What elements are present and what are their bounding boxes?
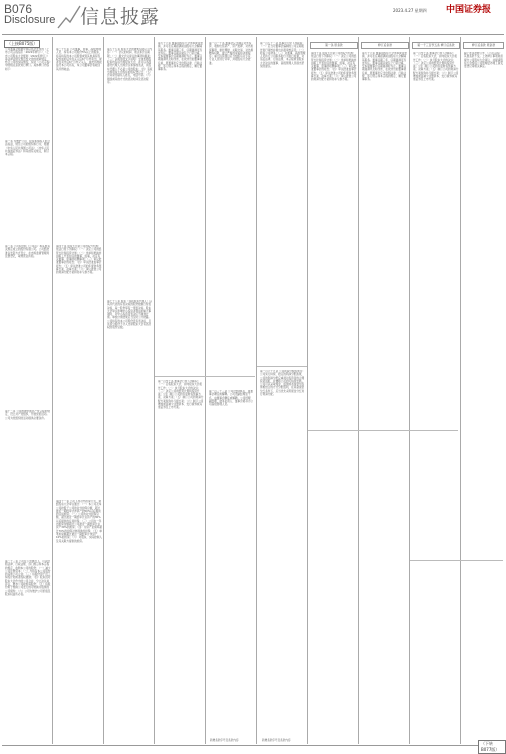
article-text: 第四十条 股东大会是公司的权力机构，依法行使下列职权：（一）决定公司的经营方针和投资计划；（二）选举和更换非由职工代表担任的董事、监事，决定有关董事、监事的报酬事项；（三）审议批准董事会的报告；（四）审议批准监事会报告；（五）审议批准公司的年度财务预算方案、决算方案；（六）审议批准公司的利润分配方案和弥补亏损方案。 bbox=[56, 245, 102, 275]
column-divider bbox=[409, 37, 410, 744]
section-swoosh-icon bbox=[56, 4, 82, 30]
newspaper-logo: 中国证券报 bbox=[446, 5, 492, 15]
masthead bbox=[0, 0, 506, 34]
section-title-en: Disclosure bbox=[4, 14, 56, 26]
column-divider bbox=[154, 37, 155, 744]
article-text: 第十二条 公司根据中国共产党章程的规定，设立共产党组织、开展党的活动。公司为党组织的活动提供必要条件。 bbox=[5, 410, 50, 420]
continued-from-label: （上接B075版） bbox=[4, 40, 40, 48]
article-text: 第一百一十条 董事会应当确定对外投资、收购出售资产、资产抵押、对外担保事项、委托理财、关联交易、对外捐赠等权限，建立严格的审查和决策程序；重大投资项目应当组织有关专家、专业人员进行评审，并报股东大会批准。 bbox=[209, 42, 254, 65]
table-row-rule bbox=[308, 430, 458, 431]
footer-rule bbox=[2, 745, 504, 746]
article-text: 第四十条 股东大会是公司的权力机构，依法行使下列职权：（一）决定公司的经营方针和投资计划；（二）选举和更换非由职工代表担任的董事、监事，决定有关董事、监事的报酬事项；（三）审议批准董事会的报告；（四）审议批准监事会报告；（五）审议批准公司的年度财务预算方案、决算方案；（六）审议批准公司的利润分配方案和弥补亏损方案。 bbox=[311, 52, 357, 82]
article-text: 第九十六条 董事由股东大会选举或者更换，并可在任期届满前由股东大会解除其职务。董事任期三年，任期届满可连选连任。董事任期从就任之日起计算，至本届董事会任期届满时为止。董事任期届满未及时改选，在改选出的董事就任前，原董事仍应当依照法律、行政法规、部门规章和本章程的规定，履行董事职务。 bbox=[362, 52, 407, 82]
table-row-rule bbox=[155, 376, 255, 377]
article-text: 第一百零七条 董事会行使下列职权：（一）召集股东大会，并向股东大会报告工作；（二）执行股东大会的决议；（三）决定公司的经营计划和投资方案；（四）制订公司的年度财务预算方案、决算方案；（五）制订公司的利润分配方案和弥补亏损方案；（六）制订公司增加或者减少注册资本、发行债券或其他证券及上市方案。 bbox=[413, 52, 459, 82]
page-number: B076 bbox=[4, 2, 33, 16]
table-row-rule bbox=[257, 366, 307, 367]
table-caption: 新增条款序号及条款内容 bbox=[262, 739, 291, 742]
article-text: 第一百六十九条 公司利润分配政策为：公司实行持续、稳定的利润分配政策，公司的利润分配应重视对投资者的合理投资回报，并兼顾公司的可持续发展。公司可以采取现金、股票或者现金与股票相结合的方式分配股利，在具备现金分红条件下，应当优先采用现金分红进行利润分配。 bbox=[260, 370, 305, 397]
column-divider bbox=[205, 37, 206, 744]
article-text: 公司董事会根据中国证监会发布的《上市公司章程指引（2022年修订）》、《上市公司股东大会规则（2022年修订）》等法律法规及规范性文件的最新规定，结合公司的实际情况，拟对《公司章程》中的相关条款进行修订。具体修订内容如下： bbox=[5, 48, 51, 71]
table-caption: 新增条款序号及条款内容 bbox=[210, 739, 239, 742]
issue-date: 2023.4.27 星期四 bbox=[393, 8, 427, 13]
article-text: 第四十一条 公司下列对外担保行为，须经股东大会审议通过：（一）本公司及本公司控股子公司的对外担保总额，超过最近一期经审计净资产的50%以后提供的任何担保；（二）公司的对外担保总额，超过最近一期经审计总资产的30%以后提供的任何担保；（三）公司在一年内担保金额超过公司最近一期经审计总资产30%的担保；（四）为资产负债率超过70%的担保对象提供的担保；（五）单笔担保额超过最近一期经审计净资产10%的担保；（六）对股东、实际控制人及其关联方提供的担保。 bbox=[56, 500, 102, 543]
article-text: 第一百三十三条 公司设经理1名，由董事会聘任或解聘。公司设副经理若干名，由董事会聘任或解聘。公司经理、副经理、财务负责人、董事会秘书为公司高级管理人员。 bbox=[209, 390, 254, 407]
article-text: 第一条 为维护公司、股东和债权人的合法权益，规范公司的组织和行为，根据《中华人民共和国公司法》、《中华人民共和国证券法》和其他有关规定，制订本章程。 bbox=[5, 140, 50, 157]
column-divider bbox=[460, 37, 461, 744]
column-divider bbox=[52, 37, 53, 744]
table-column-header: 第一条 原条款 bbox=[310, 42, 358, 49]
column-divider bbox=[358, 37, 359, 744]
header-rule bbox=[2, 34, 504, 35]
column-divider bbox=[103, 37, 104, 744]
article-text: 第五十五条 股东大会的通知包括以下内容：（一）会议的时间、地点和会议期限；（二）提交会议审议的事项和提案；（三）以明显的文字说明：全体普通股股东均有权出席股东大会，并可以书面委托代理人出席会议和参加表决，该股东代理人不必是公司的股东；（四）有权出席股东大会股东的股权登记日；（五）会务常设联系人姓名，电话号码；（六）网络或其他方式的表决时间及表决程序。 bbox=[107, 48, 153, 84]
table-column-header: 第一千三百零五条 修订后条款 bbox=[412, 42, 460, 49]
article-text: 第九十六条 董事由股东大会选举或者更换，并可在任期届满前由股东大会解除其职务。董事任期三年，任期届满可连选连任。董事任期从就任之日起计算，至本届董事会任期届满时为止。董事任期届满未及时改选，在改选出的董事就任前，原董事仍应当依照法律、行政法规、部门规章和本章程的规定，履行董事职务。 bbox=[158, 42, 203, 72]
article-text: 第二十三条 公司在下列情况下，可以依照法律、行政法规、部门规章和本章程的规定，收购本公司的股份：（一）减少公司注册资本；（二）与持有本公司股份的其他公司合并；（三）将股份用于员工持股计划或者股权激励；（四）股东因对股东大会作出的公司合并、分立决议持异议，要求公司收购其股份；（五）将股份用于转换公司发行的可转换为股票的公司债券；（六）公司为维护公司价值及股东权益所必需。 bbox=[5, 560, 51, 596]
article-text: 第二条 公司系依照《公司法》和其他有关规定成立的股份有限公司。公司经批准以发起方式设立，在市场监督管理局注册登记，取得营业执照。 bbox=[5, 245, 50, 258]
section-title-cn: 信息披露 bbox=[80, 6, 161, 28]
column-divider bbox=[307, 37, 308, 744]
article-text: 除上述条款修订外，《公司章程》其他条款不变。上述修订事项尚需提交公司股东大会审议，并提请股东大会授权公司管理层办理工商变更登记等相关事宜。 bbox=[464, 52, 503, 69]
continued-on-label: （下转B077版） bbox=[478, 740, 506, 754]
table-column-header: 修订后条款 原条款 bbox=[463, 42, 504, 49]
article-text: 第一百零七条 董事会行使下列职权：（一）召集股东大会，并向股东大会报告工作；（二）执行股东大会的决议；（三）决定公司的经营计划和投资方案；（四）制订公司的年度财务预算方案、决算方案；（五）制订公司的利润分配方案和弥补亏损方案；（六）制订公司增加或者减少注册资本、发行债券或其他证券及上市方案。 bbox=[158, 380, 204, 410]
article-text: 第二十九条 公司董事、监事、高级管理人员、持有本公司股份5%以上的股东，将其持有的本公司股票或者其他具有股权性质的证券在买入后6个月内卖出，或者在卖出后6个月内又买入，由此所得收益归本公司所有，本公司董事会将收回其所得收益。 bbox=[56, 48, 102, 71]
article-text: 第七十八条 股东（包括股东代理人）以其所代表的有表决权的股份数额行使表决权，每一股份享有一票表决权。股东大会审议影响中小投资者利益的重大事项时，对中小投资者表决应当单独计票。单独计票结果应当及时公开披露。公司持有的本公司股份没有表决权，且该部分股份不计入出席股东大会有表决权的股份总数。 bbox=[107, 300, 152, 330]
column-divider bbox=[256, 37, 257, 744]
table-row-rule bbox=[410, 560, 503, 561]
table-column-header: 修订后条款 bbox=[361, 42, 409, 49]
article-text: 第一百五十二条 监事会行使下列职权：（一）应当对董事会编制的公司定期报告进行审核并提出书面审核意见；（二）检查公司财务；（三）对董事、高级管理人员执行公司职务的行为进行监督，对违反法律、行政法规、本章程或者股东大会决议的董事、高级管理人员提出罢免的建议。 bbox=[260, 42, 306, 69]
